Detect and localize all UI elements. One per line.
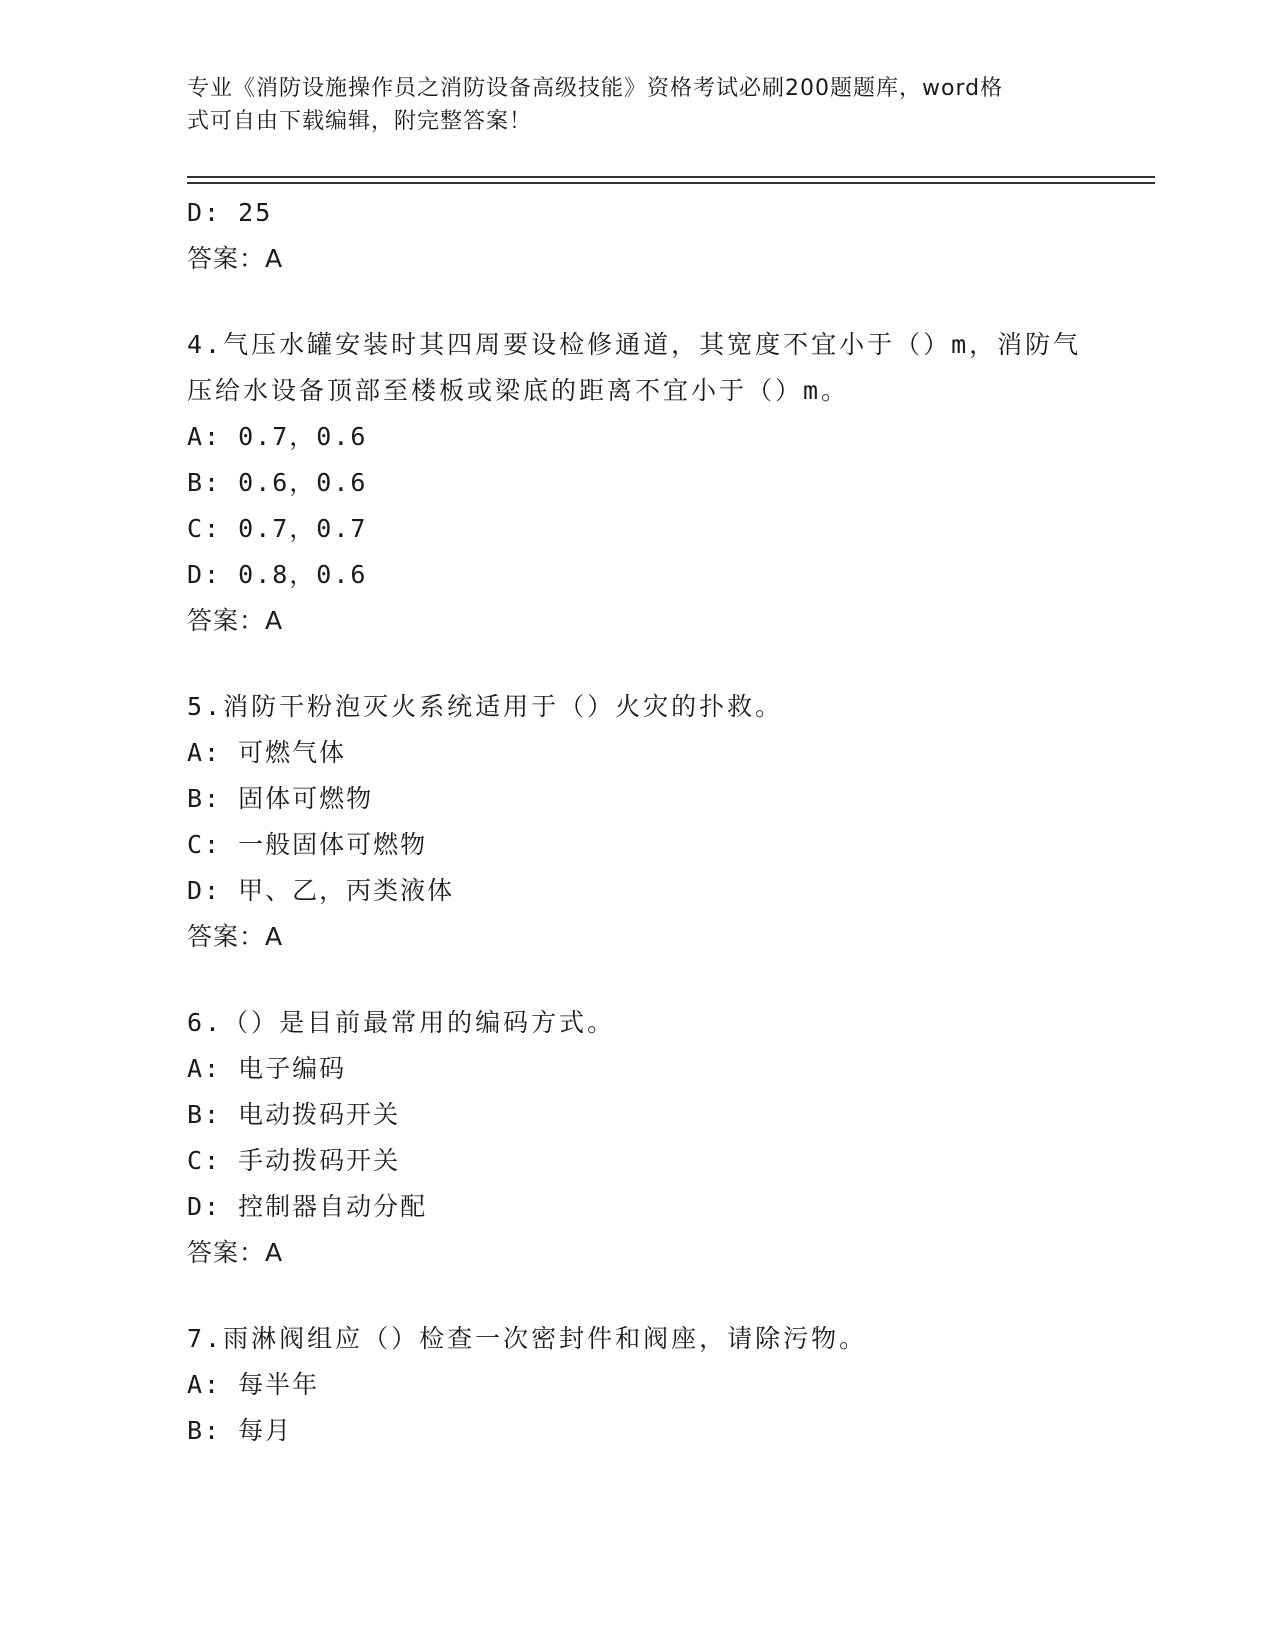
question-text: 4.气压水罐安装时其四周要设检修通道，其宽度不宜小于（）m，消防气压给水设备顶部至楼板或梁底的距离不宜小于（）m。 (187, 330, 1082, 405)
option-b: B: 每月 (187, 1416, 293, 1445)
question-list (187, 190, 1087, 1454)
question-text: 5.消防干粉泡灭火系统适用于（）火灾的扑救。 (187, 692, 784, 721)
option-a: A: 电子编码 (187, 1054, 347, 1083)
option-a: A: 可燃气体 (187, 738, 347, 767)
answer-label: 答案：A (187, 606, 284, 635)
option-c: C: 一般固体可燃物 (187, 830, 428, 859)
option-d: D: 控制器自动分配 (187, 1192, 428, 1221)
question-4 (187, 322, 1087, 644)
option-a: A: 0.7，0.6 (187, 422, 368, 451)
option-d: D: 25 (187, 198, 273, 227)
option-d: D: 甲、乙，丙类液体 (187, 876, 455, 905)
option-b: B: 0.6，0.6 (187, 468, 368, 497)
question-6 (187, 1000, 1087, 1276)
page-header (187, 72, 1067, 138)
option-c: C: 手动拨码开关 (187, 1146, 401, 1175)
option-b: B: 固体可燃物 (187, 784, 374, 813)
question-text: 7.雨淋阀组应（）检查一次密封件和阀座，请除污物。 (187, 1324, 868, 1353)
header-line-2: 式可自由下载编辑，附完整答案！ (187, 109, 533, 134)
answer-label: 答案：A (187, 922, 284, 951)
option-d: D: 0.8，0.6 (187, 560, 368, 589)
header-line-1: 专业《消防设施操作员之消防设备高级技能》资格考试必刷200题题库，word格 (187, 76, 1004, 101)
question-text: 6.（）是目前最常用的编码方式。 (187, 1008, 616, 1037)
question-5 (187, 684, 1087, 960)
question-7 (187, 1316, 1087, 1454)
header-rule-bottom (187, 182, 1155, 184)
header-rule-top (187, 176, 1155, 178)
answer-label: 答案：A (187, 1238, 284, 1267)
answer-label: 答案：A (187, 244, 284, 273)
option-a: A: 每半年 (187, 1370, 320, 1399)
question-3-tail (187, 190, 1087, 282)
option-b: B: 电动拨码开关 (187, 1100, 401, 1129)
option-c: C: 0.7，0.7 (187, 514, 368, 543)
